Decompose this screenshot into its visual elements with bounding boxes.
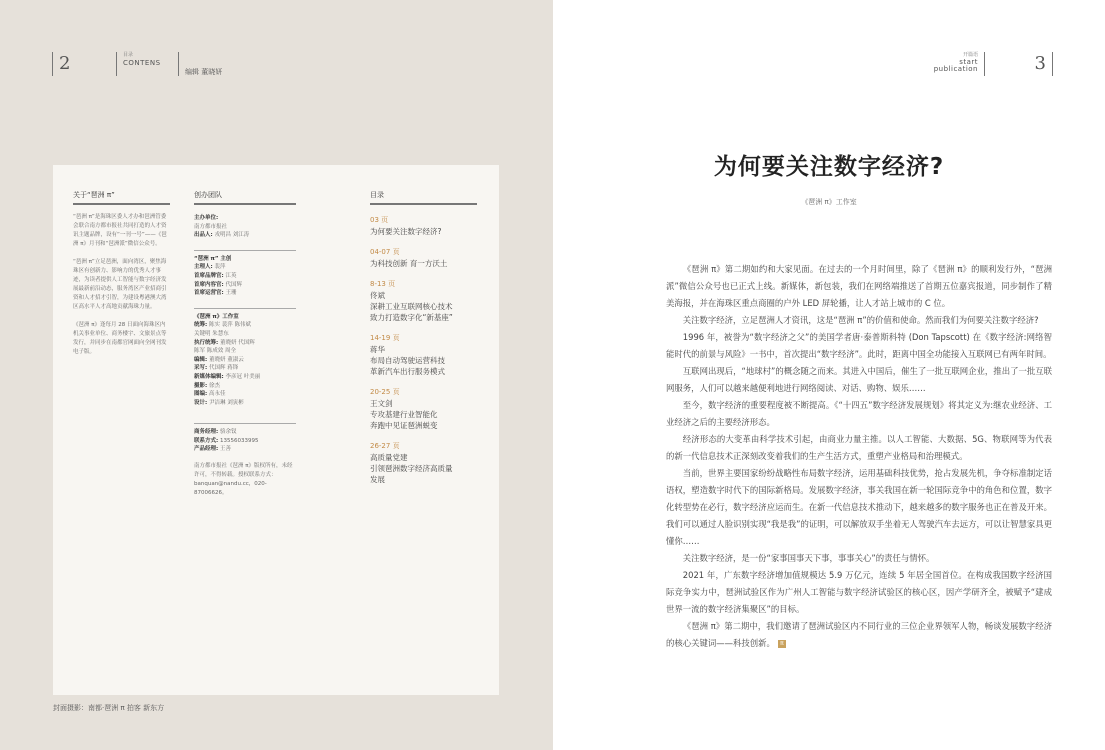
toc-page-number: 14-19 页 [370,334,400,342]
toc-item[interactable] [370,333,477,377]
team-row [194,437,296,446]
team-group-core [194,250,296,298]
team-group-publisher [194,214,296,240]
team-names: 骆余钗 [219,429,237,436]
team-heading: 创办团队 [194,190,296,205]
article-paragraph: 2021 年，广东数字经济增加值规模达 5.9 万亿元，连续 5 年居全国首位。在构成我国数字经济国际竞争实力中，琶洲试验区作为广州人工智能与数字经济试验区的核心区，因产学研齐全，被赋予“建成世界一流的数字经济集聚区”的目标。 [666,570,1052,614]
team-names: 董晓妍 代国辉 [219,339,255,346]
team-row [194,399,296,408]
team-names: 李彦冠 叶美丽 [225,373,261,380]
copyright-notice: 南方都市报社《琶洲 π》版权所有，未经许可，不得转载。授权联系方式：banquan@nandu.cc，020-87006626。 [194,463,293,497]
article-paragraph: 《琶洲 π》第二期如约和大家见面。在过去的一个月时间里，除了《琶洲 π》的顺利发行外，“琶洲派”微信公众号也已正式上线。新媒体，新包装，我们在网络端推送了首期五位嘉宾报道，同步制作了精美海报，并在海珠区重点商圈的户外 LED 屏轮播，让人才站上城市的 C 位。 [666,264,1052,308]
article-paragraph: 1996 年，被誉为“数字经济之父”的美国学者唐·泰普斯科特 (Don Tapscott) 在《数字经济:网络智能时代的前景与风险》一书中，首次提出“数字经济”。此时，距离中国全功能接入互联网已有两年时间。 [666,332,1052,359]
cover-photo-credit: 封面摄影：南都·琶洲 π 拍客 新东方 [53,704,165,712]
toc-entry-text: 引领琶洲数字经济高质量 [370,464,453,473]
section-label-left [116,52,161,76]
toc-page-number: 8-13 页 [370,280,396,288]
about-paragraph: “琶洲 π”立足琶洲，面向湾区，聚焦海珠区有创新力、影响力的优秀人才事迹，为读者提供人工智能与数字经济发展最新前沿动态，服务湾区产业招商引资和人才招才引智，为建设粤港澳大湾区高水平人才高地贡献海珠力量。 [73,259,167,310]
team-role: 首席内容官: [194,281,224,288]
article-paragraph: 关注数字经济，立足琶洲人才资讯，这是“琶洲 π”的价值和使命。然而我们为何要关注数字经济? [682,315,1039,325]
team-role: 设计: [194,399,208,406]
team-names: 戎明昌 刘江涛 [214,232,250,239]
toc-entry-text: 王文剑 [370,399,393,408]
team-role: 执行统筹: [194,339,219,346]
toc-item[interactable] [370,279,477,323]
team-role: 主理人: [194,264,213,271]
team-role: 摄影: [194,382,208,389]
toc-entry-text: 革新汽车出行服务模式 [370,367,445,376]
toc-entry-text: 高质量党建 [370,453,408,462]
about-heading: 关于“琶洲 π” [73,190,170,205]
toc-entry-text: 致力打造数字化“新基座” [370,313,453,322]
team-row [194,445,296,454]
section-tiny-label: 目录 [123,52,134,58]
team-row [194,321,296,330]
section-title-line1: start [959,58,978,66]
toc-item[interactable] [370,215,477,237]
toc-entry-text: 深耕工业互联网核心技术 [370,302,453,311]
team-role: 商务经理: [194,429,219,436]
team-row [194,272,296,281]
team-row [194,364,296,373]
team-row [194,356,296,365]
team-row [194,263,296,272]
section-title-line2: publication [933,65,978,73]
team-row [194,223,296,232]
contents-panel [53,165,499,695]
team-names: 13556033995 [219,437,259,444]
right-page [553,0,1105,750]
team-names: 王善 [219,446,231,453]
team-role: 主办单位: [194,215,219,221]
team-names: 董晓妍 董淑云 [208,356,244,363]
section-label-right [934,52,985,76]
toc-entry-text: 布局自动驾驶运营科技 [370,356,445,365]
team-role: 联系方式: [194,437,219,444]
article-paragraph: 关注数字经济，是一份“家事国事天下事，事事关心”的责任与情怀。 [682,553,935,563]
team-row [194,281,296,290]
toc-item[interactable] [370,387,477,431]
team-column [194,190,296,498]
editor-name: 编辑 董晓妍 [185,68,223,76]
article-title: 为何要关注数字经济? [713,154,945,180]
article-last-text: 《琶洲 π》第二期中，我们邀请了琶洲试验区内不同行业的三位企业界领军人物，畅谈发展数字经济的核心关键词——科技创新。 [666,621,1052,648]
toc-entry-text: 蒋华 [370,345,385,354]
toc-page-number: 04-07 页 [370,248,400,256]
toc-entry-text: 奔跑中见证琶洲蜕变 [370,421,438,430]
toc-entry-text: 专攻基建行业智能化 [370,410,438,419]
team-names: 陈实 裴萍 陈伟斌 [208,322,251,329]
about-column [73,190,170,357]
toc-item[interactable] [370,247,477,269]
team-role: 采写: [194,365,208,372]
toc-column [370,190,477,485]
team-row [194,255,296,264]
team-names: 江英 [225,272,237,279]
team-role: 新媒体编辑: [194,373,224,380]
team-row [194,382,296,391]
team-role: 《琶洲 π》工作室 [194,313,239,320]
team-row [194,330,296,339]
team-role: 出品人: [194,232,213,239]
toc-page-number: 20-25 页 [370,388,400,396]
team-role: 首席运营官: [194,290,224,297]
page-number-left: 2 [52,52,70,76]
section-tiny-label: 开篇语 [962,52,978,58]
team-row [194,214,296,223]
team-row [194,390,296,399]
team-names: 尹洁琳 刘寅彬 [208,399,244,406]
team-role: “琶洲 π” 主创 [194,255,232,262]
about-paragraph: “琶洲 π”是海珠区委人才办和琶洲管委会联合南方都市报社共同打造的人才资讯主题品牌，设有“一刊一号”——《琶洲 π》月刊和“琶洲派”微信公众号。 [73,214,167,247]
toc-heading: 目录 [370,190,477,205]
team-row [194,289,296,298]
article-body [666,261,1052,652]
editor-credit [178,52,222,76]
toc-item[interactable] [370,441,477,485]
page-number-right: 3 [1035,52,1053,76]
team-names: 王珊 [225,290,237,297]
team-role: 首席品牌官: [194,272,224,279]
article-paragraph: 经济形态的大变革由科学技术引起，由商业力量主推。以人工智能、大数据、5G、物联网等为代表的新一代信息技术正深刻改变着我们的生产生活方式，重塑产业格局和治理模式。 [666,434,1052,461]
team-group-studio [194,308,296,408]
toc-list [370,215,477,485]
article-paragraph: 互联网出现后，“地球村”的概念随之而来。其进入中国后，催生了一批互联网企业，推出了一批互联网服务，人们可以越来越便利地进行网络阅读、对话、购物、娱乐…… [666,366,1052,393]
team-names: 代国辉 蒋锋 [208,365,239,372]
toc-entry-text: 佟斌 [370,291,385,300]
team-role: 图编: [194,391,208,398]
team-names: 代国辉 [225,281,242,288]
team-row [194,347,296,356]
team-names: 裴萍 [214,264,226,271]
article-paragraph: 当前，世界主要国家纷纷战略性布局数字经济，运用基础科技优势，抢占发展先机，争夺标准制定话语权，塑造数字时代下的国际新格局。发展数字经济，事关我国在新一轮国际竞争中的角色和位置，数字化转型势在必行，数字经济应运而生。在新一代信息技术推动下，越来越多的数字服务也正在普及开来。我们可以通过人脸识别实现“我是我”的证明，可以解放双手坐着无人驾驶汽车去远方，可以让智慧家具更懂你…… [666,468,1052,546]
end-mark-icon: π [778,640,786,648]
team-row [194,373,296,382]
toc-page-number: 03 页 [370,216,389,224]
team-role: 编辑: [194,356,208,363]
team-names: 南方都市报社 [194,223,228,230]
section-title: CONTENS [123,59,161,67]
team-row [194,339,296,348]
team-row [194,313,296,322]
toc-entry-text: 为何要关注数字经济? [370,227,442,236]
article-paragraph-last [666,618,1052,652]
team-row [194,231,296,240]
article-byline: 《琶洲 π》工作室 [801,198,857,206]
article-paragraph: 至今，数字经济的重要程度被不断提高。《“十四五”数字经济发展规划》将其定义为:继农业经济、工业经济之后的主要经济形态。 [666,400,1052,427]
team-names: 关键明 朱慧东 [194,330,229,337]
team-names: 高永佳 [208,391,226,398]
team-group-business [194,423,296,454]
team-names: 陈军 陈成效 周全 [194,348,236,355]
toc-entry-text: 为科技创新 育一方沃土 [370,259,448,268]
toc-entry-text: 发展 [370,475,385,484]
toc-page-number: 26-27 页 [370,442,400,450]
team-names: 徐杰 [208,382,220,389]
about-paragraph: 《琶洲 π》逢每月 28 日面向海珠区内机关事业单位、商务楼宇、文旅景点等发行，并同步在南都官网面向全网刊发电子版。 [73,322,167,355]
team-role: 统筹: [194,322,208,329]
team-row [194,428,296,437]
team-role: 产品经理: [194,446,219,453]
